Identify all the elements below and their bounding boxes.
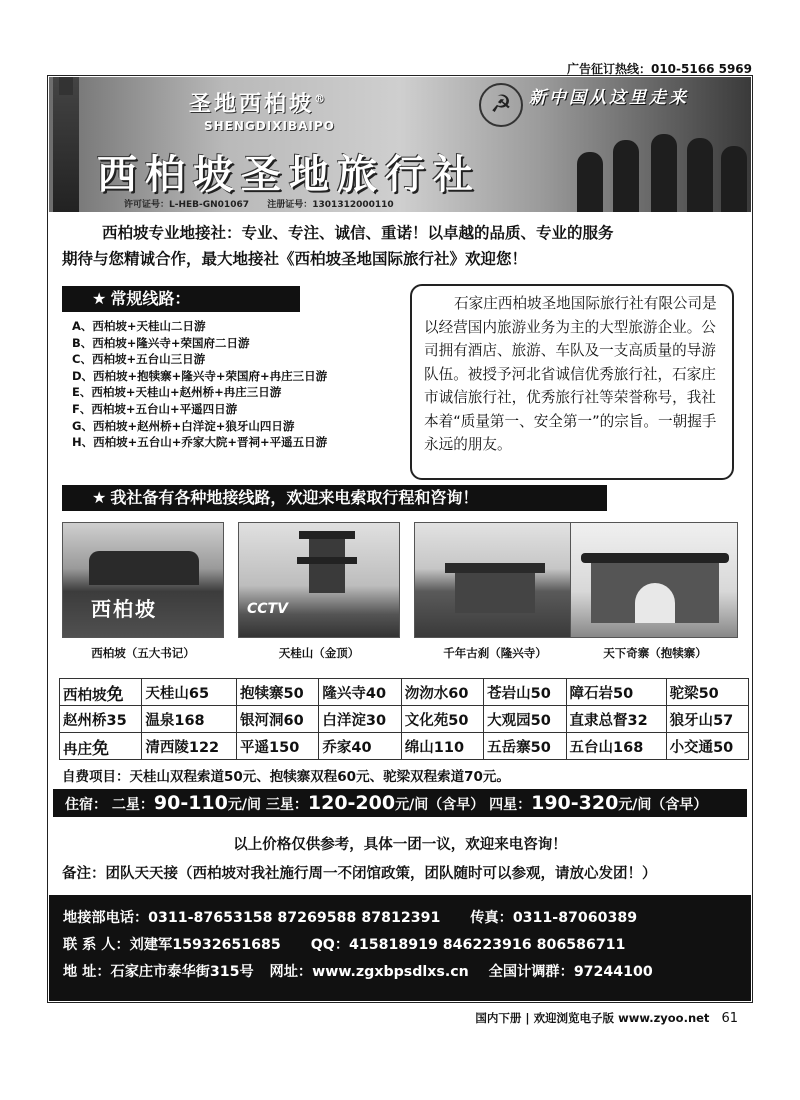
registered-mark: ®	[314, 92, 329, 106]
price-cell	[60, 679, 142, 706]
website-label: 网址：	[269, 964, 313, 980]
footer-text: 欢迎浏览电子版	[533, 1011, 615, 1025]
attraction-price: 40	[365, 685, 387, 702]
attraction-name: 温泉	[145, 712, 175, 729]
price-row	[60, 706, 749, 733]
attraction-name: 五台山	[569, 739, 614, 756]
three-star-unit: 元/间（含早）	[395, 797, 485, 813]
route-item: F、西柏坡+五台山+平遥四日游	[72, 401, 238, 416]
four-star-price: 190-320	[531, 792, 619, 814]
attraction-name: 银河洞	[240, 712, 284, 729]
attraction-price: 免	[92, 738, 109, 759]
attraction-name: 白洋淀	[322, 712, 366, 729]
attraction-price: 122	[188, 739, 220, 756]
routes-heading-label: 常规线路：	[110, 289, 191, 308]
price-cell	[60, 733, 142, 760]
attraction-price: 50	[613, 685, 634, 702]
route-item: E、西柏坡+天桂山+赵州桥+冉庄三日游	[72, 385, 282, 400]
attraction-price: 35	[106, 712, 127, 729]
routes-heading	[62, 286, 300, 312]
brand-name-cn: 圣地西柏坡	[189, 91, 315, 117]
registration-number: 注册证号：1301312000110	[267, 200, 394, 210]
route-item: A、西柏坡+天桂山二日游	[72, 319, 206, 333]
company-description: 石家庄西柏坡圣地国际旅行社有限公司是以经营国内旅游业务为主的大型旅游企业。公司拥有酒店、旅游、车队及一支高质量的导游队伍。被授予河北省诚信优秀旅行社，石家庄市诚信旅行社，优秀旅行社等荣誉称号，我社本着“质量第一、安全第一”的宗旨。一朝握手永远的朋友。	[410, 284, 734, 480]
photo-caption: 天桂山（金顶）	[278, 646, 360, 660]
calligraphy-slogan: 新中国从这里走来	[529, 88, 689, 108]
attraction-price: 50	[283, 685, 304, 702]
address-label: 地 址：	[63, 964, 111, 980]
photo-xibaipo-label: 西柏坡	[91, 597, 157, 621]
price-cell	[401, 679, 483, 706]
attraction-name: 文化苑	[404, 712, 449, 729]
local-routes-banner	[62, 485, 607, 511]
two-star-label: 二星：	[111, 797, 154, 813]
photo-xibaipo	[62, 522, 224, 638]
attraction-name: 苍岩山	[487, 685, 531, 702]
website-link[interactable]: www.zgxbpsdlxs.cn	[312, 964, 469, 980]
leaders-statue-image	[569, 125, 749, 212]
attraction-name: 西柏坡	[63, 687, 107, 704]
price-cell	[237, 733, 319, 760]
contact-person: 刘建军15932651685	[129, 937, 281, 953]
price-cell	[319, 706, 401, 733]
two-star-unit: 元/间	[227, 797, 261, 813]
price-cell	[666, 706, 748, 733]
intro-line-2: 期待与您精诚合作，最大地接社《西柏坡圣地国际旅行社》欢迎您！	[62, 250, 528, 268]
photo-caption: 千年古刹（隆兴寺）	[443, 646, 547, 660]
price-cell	[319, 679, 401, 706]
group-number: 97244100	[573, 964, 653, 980]
footer-site-link[interactable]: www.zyoo.net	[618, 1011, 710, 1025]
star-icon: ★	[92, 488, 107, 507]
attraction-price: 30	[365, 712, 387, 729]
party-emblem-icon: ☭	[479, 83, 523, 127]
agency-name: 西柏坡圣地旅行社	[97, 151, 481, 198]
price-cell	[237, 706, 319, 733]
contact-address-row	[63, 959, 751, 986]
price-cell	[666, 733, 748, 760]
star-icon: ★	[92, 289, 107, 308]
fax-number: 0311-87060389	[512, 910, 638, 926]
price-row	[60, 733, 749, 760]
photo-tianguishan	[238, 522, 400, 638]
price-cell	[60, 706, 142, 733]
attraction-price: 免	[106, 684, 124, 705]
attraction-name: 大观园	[487, 712, 531, 729]
price-cell	[484, 679, 566, 706]
price-cell	[566, 679, 666, 706]
brand-name-en: SHENGDIXIBAIPO	[204, 119, 335, 133]
two-star-price: 90-110	[153, 792, 228, 814]
price-cell	[401, 706, 483, 733]
contact-phone-row	[63, 905, 751, 932]
remark-note: 备注：团队天天接（西柏坡对我社施行周一不闭馆政策，团队随时可以参观，请放心发团！）	[62, 866, 657, 882]
agency-banner	[49, 77, 751, 212]
price-cell	[566, 733, 666, 760]
price-cell	[666, 679, 748, 706]
person-label: 联 系 人：	[63, 937, 130, 953]
route-item: C、西柏坡+五台山三日游	[72, 352, 206, 367]
ad-hotline: 广告征订热线：010-5166 5969	[566, 62, 752, 76]
attraction-name: 清西陵	[145, 739, 189, 756]
photo-caption: 天下奇寨（抱犊寨）	[603, 646, 707, 660]
three-star-label: 三星：	[265, 797, 308, 813]
attraction-price: 60	[283, 712, 304, 729]
attraction-price: 50	[530, 739, 551, 756]
price-cell	[142, 706, 237, 733]
price-cell	[319, 733, 401, 760]
attraction-price: 168	[613, 739, 644, 756]
ticket-price-table	[59, 678, 749, 760]
three-star-price: 120-200	[307, 792, 396, 814]
attraction-price: 50	[530, 712, 551, 729]
contact-panel	[49, 895, 751, 1001]
attraction-name: 天桂山	[145, 685, 189, 702]
price-cell	[401, 733, 483, 760]
attraction-name: 沕沕水	[404, 685, 449, 702]
route-item: H、西柏坡+五台山+乔家大院+晋祠+平遥五日游	[72, 435, 328, 450]
attraction-price: 168	[174, 712, 205, 729]
photo-caption: 西柏坡（五大书记）	[91, 646, 195, 660]
brand-logo	[189, 87, 328, 118]
route-item: B、西柏坡+隆兴寺+荣国府二日游	[72, 335, 250, 350]
attraction-name: 绵山	[404, 739, 434, 756]
attraction-name: 驼梁	[669, 685, 699, 702]
address: 石家庄市泰华街315号	[110, 964, 254, 980]
attraction-price: 40	[351, 739, 372, 756]
attraction-price: 32	[627, 712, 648, 729]
four-star-label: 四星：	[489, 797, 532, 813]
license-info	[124, 197, 394, 210]
self-pay-items: 自费项目：天桂山双程索道50元、抱犊寨双程60元、驼梁双程索道70元。	[62, 769, 510, 785]
routes-list	[72, 318, 327, 451]
local-routes-text: 我社备有各种地接线路，欢迎来电索取行程和咨询！	[110, 488, 479, 507]
attraction-price: 60	[448, 685, 469, 702]
attraction-name: 五岳寨	[487, 739, 531, 756]
attraction-price: 50	[448, 712, 469, 729]
license-number: 许可证号：L-HEB-GN01067	[124, 200, 249, 210]
intro-line-1: 西柏坡专业地接社：专业、专注、诚信、重诺！以卓越的品质、专业的服务	[102, 224, 614, 242]
price-cell	[237, 679, 319, 706]
phone-label: 地接部电话：	[63, 910, 149, 926]
attraction-name: 冉庄	[63, 741, 92, 758]
contact-person-row	[63, 932, 751, 959]
photo-longxing-temple	[414, 522, 576, 638]
route-item: D、西柏坡+抱犊寨+隆兴寺+荣国府+冉庄三日游	[72, 368, 328, 383]
attraction-price: 50	[530, 685, 551, 702]
attraction-name: 隆兴寺	[322, 685, 366, 702]
attraction-name: 平遥	[240, 739, 270, 756]
cctv-logo: CCTV	[247, 601, 288, 617]
attraction-price: 57	[713, 712, 734, 729]
lodging-label: 住宿：	[65, 797, 107, 813]
attraction-name: 小交通	[669, 739, 714, 756]
attraction-price: 150	[269, 739, 300, 756]
qq-label: QQ：	[310, 937, 350, 953]
lodging-prices	[53, 789, 747, 817]
qq-numbers: 415818919 846223916 806586711	[349, 937, 626, 953]
intro-text	[62, 220, 742, 272]
four-star-unit: 元/间（含早）	[618, 797, 708, 813]
price-cell	[566, 706, 666, 733]
tower-silhouette	[53, 77, 79, 212]
group-label: 全国计调群：	[488, 964, 574, 980]
footer-separator: |	[525, 1011, 530, 1025]
page-footer	[475, 1010, 738, 1026]
phone-numbers: 0311-87653158 87269588 87812391	[148, 910, 441, 926]
attraction-price: 50	[713, 739, 734, 756]
attraction-name: 狼牙山	[669, 712, 714, 729]
price-cell	[142, 679, 237, 706]
price-row	[60, 679, 749, 706]
photo-baodu-fortress	[570, 522, 738, 638]
price-cell	[142, 733, 237, 760]
attraction-price: 65	[188, 685, 210, 702]
price-note: 以上价格仅供参考，具体一团一议，欢迎来电咨询！	[233, 837, 567, 853]
footer-section: 国内下册	[475, 1011, 522, 1025]
attraction-name: 乔家	[322, 739, 352, 756]
attraction-name: 直隶总督	[569, 712, 628, 729]
attraction-name: 障石岩	[569, 685, 614, 702]
page-number: 61	[721, 1011, 738, 1026]
attraction-name: 赵州桥	[63, 712, 107, 729]
route-item: G、西柏坡+赵州桥+白洋淀+狼牙山四日游	[72, 418, 295, 433]
fax-label: 传真：	[470, 910, 513, 926]
attraction-price: 110	[433, 739, 465, 756]
attraction-price: 50	[698, 685, 719, 702]
price-cell	[484, 706, 566, 733]
attraction-name: 抱犊寨	[240, 685, 284, 702]
price-cell	[484, 733, 566, 760]
